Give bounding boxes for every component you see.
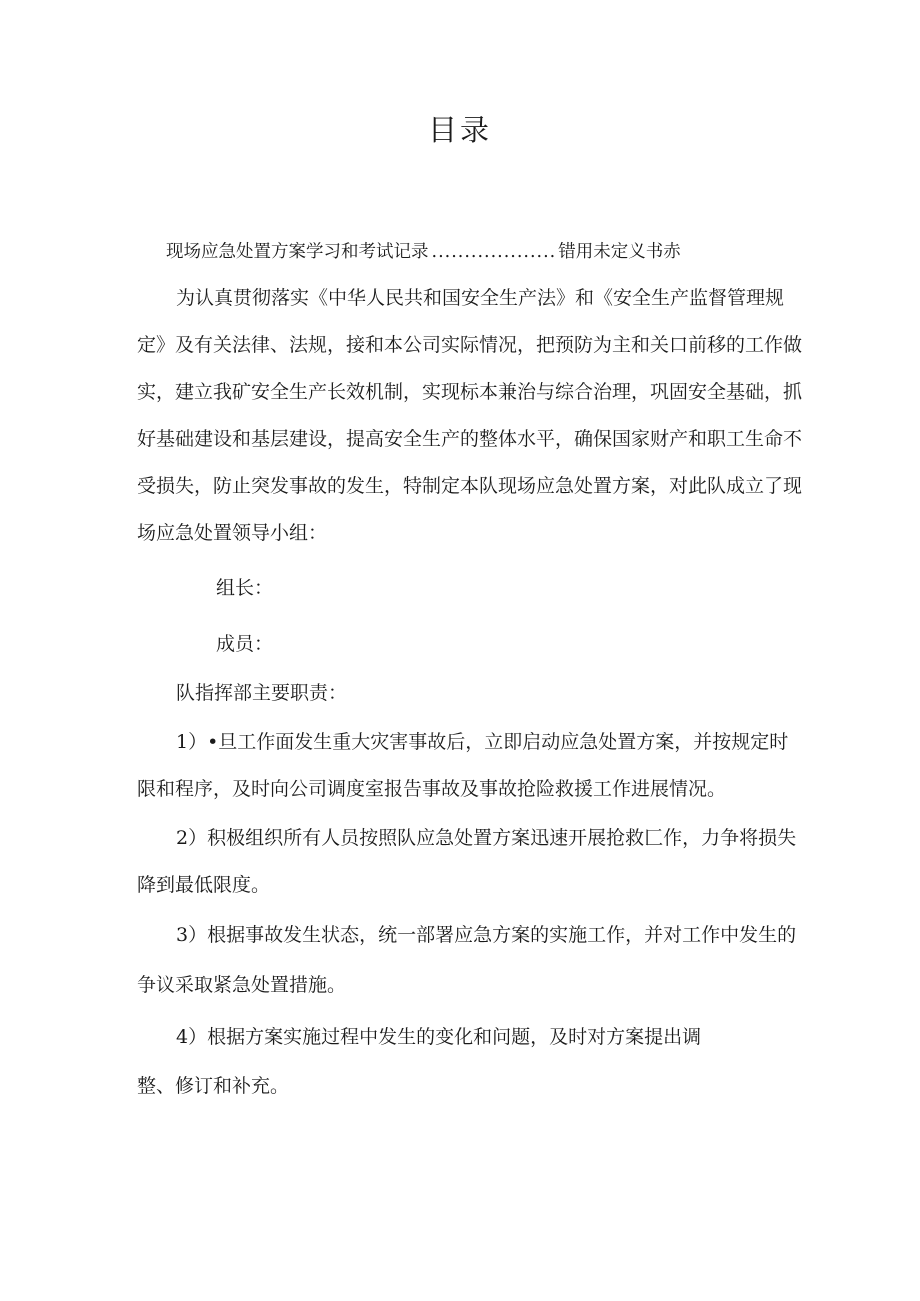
toc-leader-dots: ................... [431,242,557,262]
duty-item-line: 3）根据事故发生状态，统一部署应急方案的实施工作，并对工作中发生的 [176,924,797,946]
duty-item-line: 1）•旦工作面发生重大灾害事故后，立即启动应急处置方案，并按规定时 [176,731,789,753]
intro-line: 定》及有关法律、法规，接和本公司实际情况，把预防为主和关口前移的工作做 [137,334,803,356]
duty-item-line: 4）根据方案实施过程中发生的变化和问题，及时对方案提出调 [176,1026,702,1048]
duty-item-line: 2）积极组织所有人员按照队应急处置方案迅速开展抢救匚作，力争将损失 [176,827,797,849]
intro-line: 好基础建设和基层建设，提高安全生产的整体水平，确保国家财产和职工生命不 [137,428,803,450]
intro-line: 实，建立我矿安全生产长效机制，实现标本兼治与综合治理，巩固安全基础，抓 [137,381,803,403]
toc-entry[interactable] [166,238,681,263]
page-title: 目录 [427,113,492,147]
duty-item-line: 整、修订和补充。 [137,1075,290,1097]
duty-item-line: 限和程序，及时向公司调度室报告事故及事故抢险救援工作进展情况。 [137,778,727,800]
duty-item-line: 降到最低限度。 [137,874,271,896]
intro-line: 为认真贯彻落实《中华人民共和国安全生产法》和《安全生产监督管理规 [176,287,785,309]
duty-item-line: 争议采取紧急处置措施。 [137,974,347,996]
intro-line: 受损失，防止突发事故的发生，特制定本队现场应急处置方案，对此队成立了现 [137,475,803,497]
toc-page-ref: 错用未定义书赤 [558,242,681,262]
leader-label: 组长： [216,577,274,599]
intro-line: 场应急处置领导小组： [137,522,328,544]
duties-heading: 队指挥部主要职责： [176,682,348,704]
members-label: 成员： [216,633,274,655]
toc-entry-text: 现场应急处置方案学习和考试记录 [166,242,429,262]
